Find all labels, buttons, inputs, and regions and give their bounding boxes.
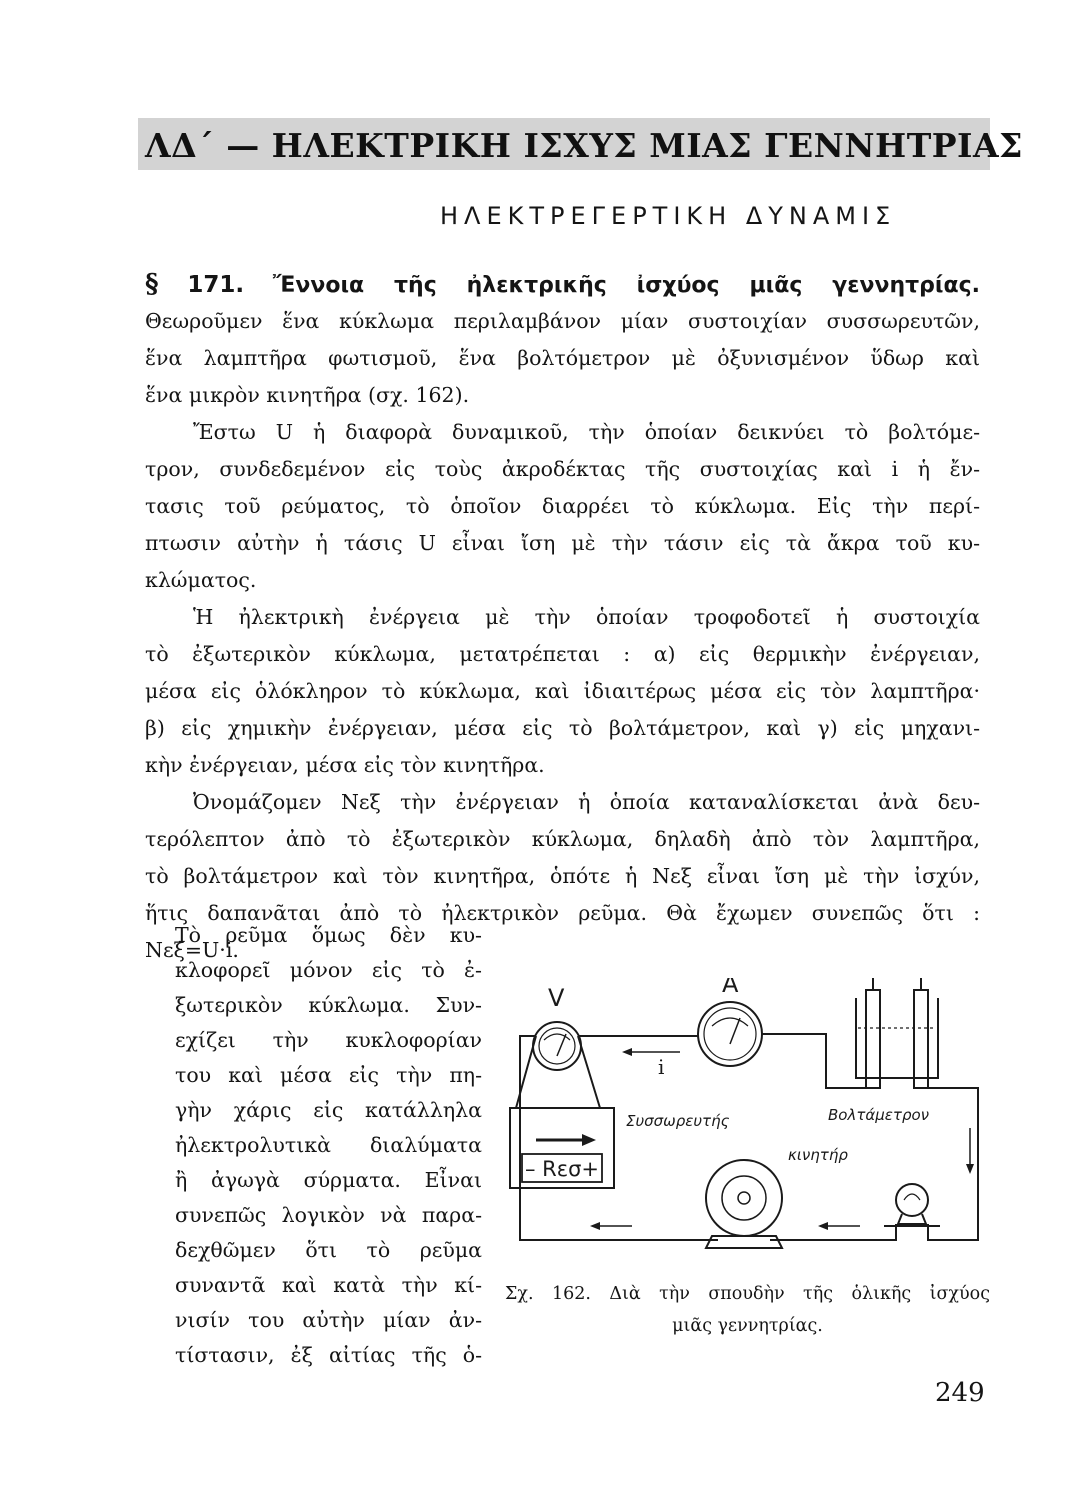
text-line: κὴν ἐνέργειαν, μέσα εἰς τὸν κινητῆρα. (145, 753, 545, 777)
circuit-diagram (508, 978, 990, 1256)
text-line: νισίν του αὐτὴν μίαν ἀν- (175, 1308, 482, 1332)
text-line: ἢ ἀγωγὰ σύρματα. Εἶναι (175, 1168, 482, 1192)
text-line: ἕνα μικρὸν κινητῆρα (σχ. 162). (145, 383, 470, 407)
current-label: i (658, 1055, 665, 1079)
wire-battery-link (516, 1036, 600, 1108)
text-line: τασις τοῦ ρεύματος, τὸ ὁποῖον διαρρέει τὸ κύκλωμα. Εἰς τὴν περί- (145, 494, 980, 518)
text-line: τερόλεπτον ἀπὸ τὸ ἐξωτερικὸν κύκλωμα, δηλαδὴ ἀπὸ τὸν λαμπτῆρα, (145, 827, 980, 851)
ammeter-label: A (722, 978, 739, 998)
text-line: ἕνα λαμπτῆρα φωτισμοῦ, ἕνα βολτόμετρον μὲ ὀξυνισμένον ὕδωρ καὶ (145, 346, 980, 370)
text-line: δεχθῶμεν ὅτι τὸ ρεῦμα (175, 1238, 482, 1262)
text-line: μέσα εἰς ὁλόκληρον τὸ κύκλωμα, καὶ ἰδιαιτέρως μέσα εἰς τὸν λαμπτῆρα· (145, 679, 980, 703)
text-line: εχίζει τὴν κυκλοφορίαν (175, 1028, 482, 1052)
text-line: τρον, συνδεδεμένον εἰς τοὺς ἀκροδέκτας τῆς συστοιχίας καὶ i ἡ ἔν- (145, 457, 980, 481)
battery-label: – Rεσ+ (525, 1157, 600, 1181)
text-line: κλώματος. (145, 568, 257, 592)
page-number: 249 (935, 1378, 985, 1408)
circuit-figure (508, 978, 990, 1256)
text-line: ξωτερικὸν κύκλωμα. Συν- (175, 993, 482, 1017)
text-line: ἥτις δαπανᾶται ἀπὸ τὸ ἠλεκτρικὸν ρεῦμα. Θὰ ἔχωμεν συνεπῶς ὅτι : (145, 901, 980, 925)
wire-left (520, 1058, 718, 1240)
section-mark: § (145, 269, 159, 299)
battery (510, 1108, 614, 1188)
figure-caption (505, 1278, 990, 1342)
text-line: Νεξ=U·i. (145, 938, 239, 962)
voltameter-label: Βολτάμετρον (828, 1106, 930, 1124)
narrow-paragraph (175, 918, 482, 1373)
accumulator-label: Συσσωρευτής (626, 1112, 730, 1130)
text-line: τίστασιν, ἐξ αἰτίας τῆς ὁ- (175, 1343, 482, 1367)
motor-label: κινητήρ (788, 1146, 848, 1164)
text-line: Ὀνομάζομεν Νεξ τὴν ἐνέργειαν ἡ ὁποία καταναλίσκεται ἀνὰ δευ- (193, 790, 980, 814)
voltmeter-label: V (548, 984, 565, 1012)
text-line: β) εἰς χημικὴν ἐνέργειαν, μέσα εἰς τὸ βολτάμετρον, καὶ γ) εἰς μηχανι- (145, 716, 980, 740)
motor (706, 1146, 848, 1248)
ammeter (698, 978, 762, 1066)
voltameter (828, 978, 938, 1124)
caption-line: Σχ. 162. Διὰ τὴν σπουδὴν τῆς ὁλικῆς ἰσχύος (505, 1284, 990, 1304)
text-line: του καὶ μέσα εἰς τὴν πη- (175, 1063, 482, 1087)
lamp (884, 1184, 940, 1226)
text-line: πτωσιν αὐτὴν ἡ τάσις U εἶναι ἴση μὲ τὴν τάσιν εἰς τὰ ἄκρα τοῦ κυ- (145, 531, 980, 555)
text-line: Τὸ ρεῦμα ὅμως δὲν κυ- (175, 923, 482, 947)
chapter-title: ΛΔ΄ — ΗΛΕΚΤΡΙΚΗ ΙΣΧΥΣ ΜΙΑΣ ΓΕΝΝΗΤΡΙΑΣ (145, 126, 1023, 165)
caption-line: μιᾶς γεννητρίας. (672, 1316, 823, 1336)
section-heading-line (145, 266, 980, 303)
text-line: ἠλεκτρολυτικὰ διαλύματα (175, 1133, 482, 1157)
wire-top (520, 1034, 866, 1088)
text-line: γὴν χάρις εἰς κατάλληλα (175, 1098, 482, 1122)
text-line: Ἡ ἠλεκτρικὴ ἐνέργεια μὲ τὴν ὁποίαν τροφοδοτεῖ ἡ συστοιχία (193, 605, 980, 629)
text-line: κλοφορεῖ μόνον εἰς τὸ ἐ- (175, 958, 482, 982)
text-line: τὸ ἐξωτερικὸν κύκλωμα, μετατρέπεται : α) εἰς θερμικὴν ἐνέργειαν, (145, 642, 980, 666)
section-number: 171. (187, 272, 245, 298)
text-line: τὸ βολτάμετρον καὶ τὸν κινητῆρα, ὁπότε ἡ Νεξ εἶναι ἴση μὲ τὴν ἰσχύν, (145, 864, 980, 888)
text-line: συνεπῶς λογικὸν νὰ παρα- (175, 1203, 482, 1227)
text-line: Ἔστω U ἡ διαφορὰ δυναμικοῦ, τὴν ὁποίαν δεικνύει τὸ βολτόμε- (193, 420, 980, 444)
section-heading: ΗΛΕΚΤΡΕΓΕΡΤΙΚΗ ΔΥΝΑΜΙΣ (440, 202, 897, 230)
section-title: Ἔννοια τῆς ἠλεκτρικῆς ἰσχύος μιᾶς γεννητρίας. (272, 273, 980, 298)
voltmeter (533, 984, 581, 1070)
text-line: συναντᾶ καὶ κατὰ τὴν κί- (175, 1273, 482, 1297)
text-line: Θεωροῦμεν ἕνα κύκλωμα περιλαμβάνον μίαν συστοιχίαν συσσωρευτῶν, (145, 309, 980, 333)
section-171 (145, 266, 980, 969)
